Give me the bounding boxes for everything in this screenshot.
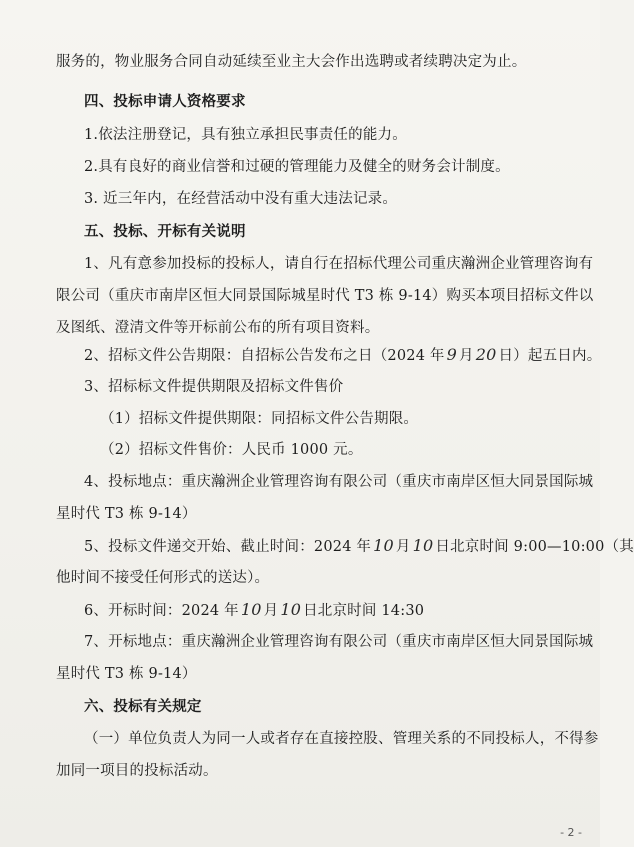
text-line: 3、招标标文件提供期限及招标文件售价 xyxy=(84,379,344,395)
line-text: 6、开标时间：2024 年 xyxy=(84,603,239,619)
text-line: （一）单位负责人为同一人或者存在直接控股、管理关系的不同投标人，不得参 xyxy=(84,731,599,747)
line-text: 日北京时间 9:00—10:00（其 xyxy=(435,539,634,555)
text-line-announcement-period xyxy=(84,345,602,366)
handwritten-month: 9 xyxy=(446,345,458,364)
handwritten-month: 10 xyxy=(240,600,262,619)
text-line: 及图纸、澄清文件等开标前公布的所有项目资料。 xyxy=(56,320,380,336)
section-heading-4: 四、投标申请人资格要求 xyxy=(84,94,246,110)
text-line: （1）招标文件提供期限：同招标文件公告期限。 xyxy=(100,411,419,427)
text-line: （2）招标文件售价：人民币 1000 元。 xyxy=(100,442,363,458)
line-text: 月 xyxy=(459,348,474,364)
line-text: 5、投标文件递交开始、截止时间：2024 年 xyxy=(84,539,372,555)
text-line: 服务的，物业服务合同自动延续至业主大会作出选聘或者续聘决定为止。 xyxy=(56,54,527,70)
text-line: 3. 近三年内，在经营活动中没有重大违法记录。 xyxy=(84,191,398,207)
text-line-submission-time xyxy=(84,536,634,557)
handwritten-day: 10 xyxy=(280,600,302,619)
handwritten-month: 10 xyxy=(373,536,394,555)
handwritten-day: 20 xyxy=(475,345,497,364)
text-line: 加同一项目的投标活动。 xyxy=(56,763,218,779)
text-line: 2.具有良好的商业信誉和过硬的管理能力及健全的财务会计制度。 xyxy=(84,159,510,175)
text-line: 星时代 T3 栋 9-14） xyxy=(56,506,197,522)
handwritten-day: 10 xyxy=(412,536,434,555)
line-text: 月 xyxy=(263,603,279,619)
text-line-opening-time xyxy=(84,600,570,621)
text-line: 4、投标地点：重庆瀚洲企业管理咨询有限公司（重庆市南岸区恒大同景国际城 xyxy=(84,474,594,490)
text-line: 1、凡有意参加投标的投标人，请自行在招标代理公司重庆瀚洲企业管理咨询有 xyxy=(84,256,594,272)
line-text: 2、招标文件公告期限：自招标公告发布之日（2024 年 xyxy=(84,348,445,364)
line-text: 日）起五日内。 xyxy=(498,348,602,364)
text-line: 他时间不接受任何形式的送达）。 xyxy=(56,570,270,586)
line-text: 日北京时间 14:30 xyxy=(303,603,425,619)
page-number: - 2 - xyxy=(560,826,582,839)
section-heading-6: 六、投标有关规定 xyxy=(84,699,202,715)
line-text: 月 xyxy=(395,539,411,555)
section-heading-5: 五、投标、开标有关说明 xyxy=(84,224,246,240)
text-line: 7、开标地点：重庆瀚洲企业管理咨询有限公司（重庆市南岸区恒大同景国际城 xyxy=(84,634,594,650)
text-line: 限公司（重庆市南岸区恒大同景国际城星时代 T3 栋 9-14）购买本项目招标文件以 xyxy=(56,288,594,304)
text-line: 1.依法注册登记，具有独立承担民事责任的能力。 xyxy=(84,127,407,143)
text-line: 星时代 T3 栋 9-14） xyxy=(56,666,197,682)
